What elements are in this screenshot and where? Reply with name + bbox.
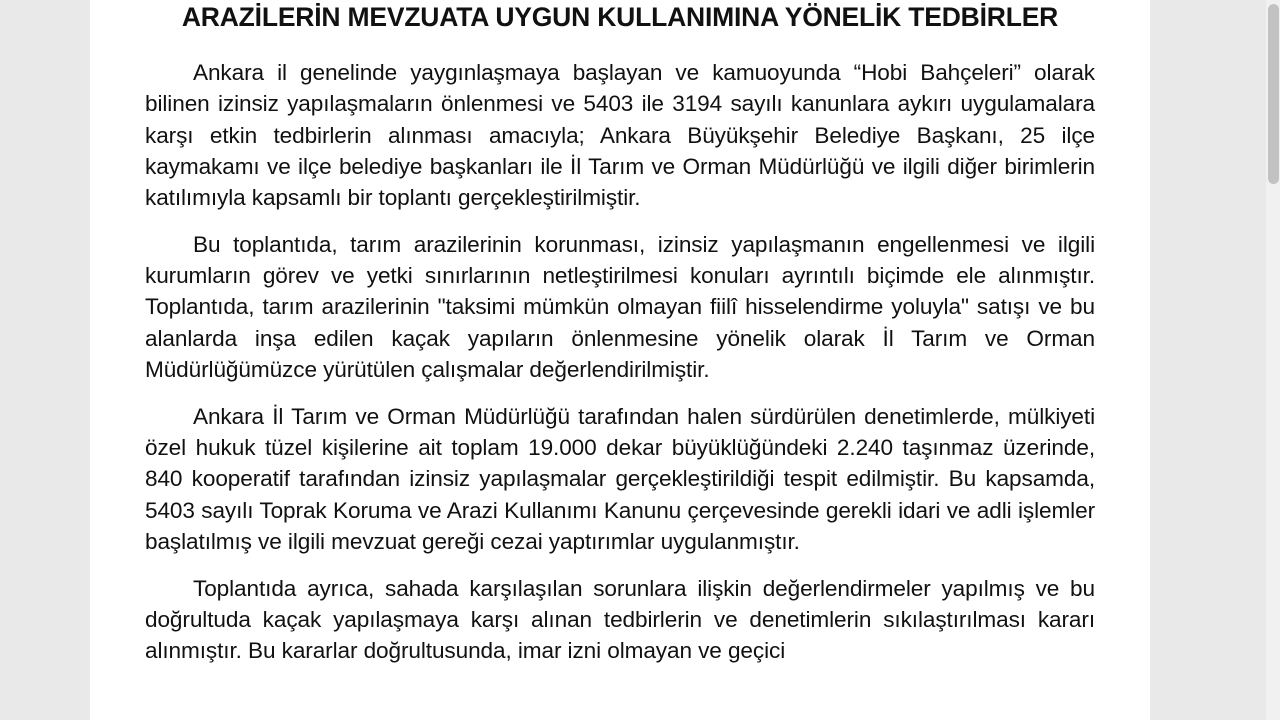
- paragraph-spacer: [145, 385, 1095, 401]
- left-margin-gutter: [0, 0, 90, 720]
- paragraph-1: Ankara il genelinde yaygınlaşmaya başlayan ve kamuoyunda “Hobi Bahçeleri” olarak bilinen izinsiz yapılaşmaların önlenmesi ve 5403 ile 3194 sayılı kanunlara aykırı uygulamalara karşı etkin tedbirlerin alınması amacıyla; Ankara Büyükşehir Belediye Başkanı, 25 ilçe kaymakamı ve ilçe belediye başkanları ile İl Tarım ve Orman Müdürlüğü ve ilgili diğer birimlerin katılımıyla kapsamlı bir toplantı gerçekleştirilmiştir.: [145, 60, 1095, 210]
- paragraph-4: Toplantıda ayrıca, sahada karşılaşılan sorunlara ilişkin değerlendirmeler yapılmış ve bu doğrultuda kaçak yapılaşmaya karşı alınan tedbirlerin ve denetimlerin sıkılaştırılması kararı alınmıştır. Bu kararlar doğrultusunda, imar izni olmayan ve geçici: [145, 575, 1095, 664]
- paragraph-spacer: [145, 213, 1095, 229]
- scrollbar-thumb[interactable]: [1268, 4, 1279, 184]
- document-page: [90, 0, 1150, 720]
- page-title: ARAZİLERİN MEVZUATA UYGUN KULLANIMINA YÖNELİK TEDBİRLER: [181, 2, 1059, 32]
- right-margin-gutter: [1150, 0, 1280, 720]
- paragraph-2: Bu toplantıda, tarım arazilerinin korunması, izinsiz yapılaşmanın engellenmesi ve ilgili kurumların görev ve yetki sınırlarının netleştirilmesi konuları ayrıntılı biçimde ele alınmıştır. Toplantıda, tarım arazilerinin "taksimi mümkün olmayan fiilî hisselendirme yoluyla" satışı ve bu alanlarda inşa edilen kaçak yapıların önlenmesine yönelik olarak İl Tarım ve Orman Müdürlüğümüzce yürütülen çalışmalar değerlendirilmiştir.: [145, 232, 1095, 382]
- paragraph-3: Ankara İl Tarım ve Orman Müdürlüğü tarafından halen sürdürülen denetimlerde, mülkiyeti özel hukuk tüzel kişilerine ait toplam 19.000 dekar büyüklüğündeki 2.240 taşınmaz üzerinde, 840 kooperatif tarafından izinsiz yapılaşmalar gerçekleştirildiği tespit edilmiştir. Bu kapsamda, 5403 sayılı Toprak Koruma ve Arazi Kullanımı Kanunu çerçevesinde gerekli idari ve adli işlemler başlatılmış ve ilgili mevzuat gereği cezai yaptırımlar uygulanmıştır.: [145, 403, 1095, 554]
- paragraph-spacer: [145, 557, 1095, 573]
- vertical-scrollbar[interactable]: [1266, 0, 1280, 720]
